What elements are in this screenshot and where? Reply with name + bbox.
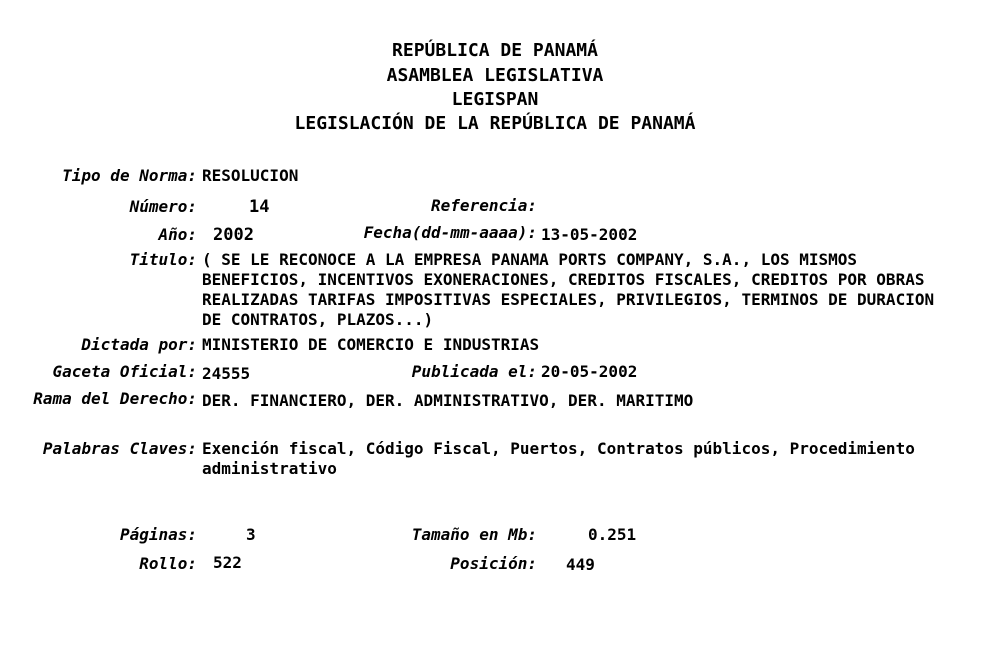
numero-value: 14: [249, 197, 270, 217]
publicada-label: Publicada el:: [411, 362, 537, 381]
header-republica: REPÚBLICA DE PANAMÁ: [392, 40, 598, 61]
tipo-norma-value: RESOLUCION: [202, 166, 299, 185]
referencia-label: Referencia:: [431, 196, 537, 215]
gaceta-value: 24555: [202, 364, 251, 383]
anio-value: 2002: [213, 225, 254, 245]
fecha-value: 13-05-2002: [541, 225, 638, 244]
rollo-value: 522: [213, 553, 242, 572]
dictada-label: Dictada por:: [81, 335, 197, 354]
rama-value: DER. FINANCIERO, DER. ADMINISTRATIVO, DER. MARITIMO: [202, 391, 694, 410]
paginas-value: 3: [246, 525, 256, 544]
anio-label: Año:: [158, 225, 197, 244]
posicion-label: Posición:: [450, 554, 537, 573]
palabras-label: Palabras Claves:: [42, 439, 197, 458]
rama-label: Rama del Derecho:: [33, 389, 197, 408]
header-legislacion: LEGISLACIÓN DE LA REPÚBLICA DE PANAMÁ: [294, 113, 696, 134]
header-legispan: LEGISPAN: [451, 89, 539, 110]
tamano-label: Tamaño en Mb:: [411, 525, 537, 544]
posicion-value: 449: [566, 555, 595, 574]
header-asamblea: ASAMBLEA LEGISLATIVA: [386, 65, 604, 86]
tipo-norma-label: Tipo de Norma:: [62, 166, 197, 185]
paginas-label: Páginas:: [119, 525, 197, 544]
numero-label: Número:: [129, 197, 197, 216]
dictada-value: MINISTERIO DE COMERCIO E INDUSTRIAS: [202, 335, 540, 354]
titulo-value: ( SE LE RECONOCE A LA EMPRESA PANAMA PORTS COMPANY, S.A., LOS MISMOS BENEFICIOS, INCENTIVOS EXONERACIONES, CREDITOS FISCALES, CREDITOS POR OBRAS REALIZADAS TARIFAS IMPOSITIVAS ESPECIALES, PRIVILEGIOS, TERMINOS DE DURACION DE CONTRATOS, PLAZOS...): [202, 250, 935, 329]
gaceta-label: Gaceta Oficial:: [52, 362, 197, 381]
palabras-value: Exención fiscal, Código Fiscal, Puertos, Contratos públicos, Procedimiento administrativo: [202, 439, 915, 478]
fecha-label: Fecha(dd-mm-aaaa):: [363, 223, 537, 242]
titulo-label: Titulo:: [129, 250, 197, 269]
tamano-value: 0.251: [588, 525, 637, 544]
rollo-label: Rollo:: [139, 554, 197, 573]
publicada-value: 20-05-2002: [541, 362, 638, 381]
